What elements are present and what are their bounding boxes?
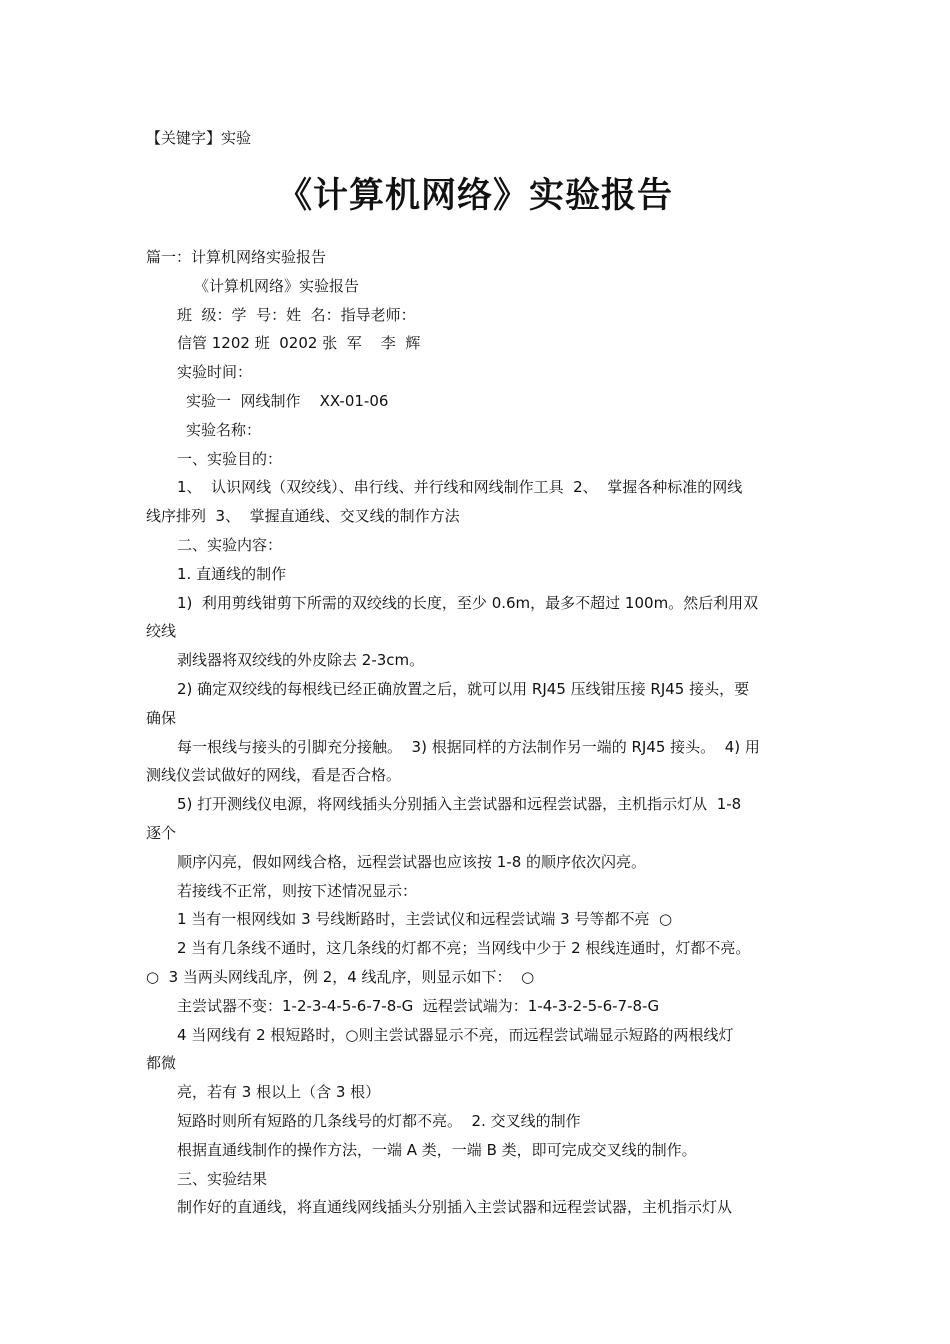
paragraph-line: 《计算机网络》实验报告	[194, 276, 360, 295]
paragraph-line: 每一根线与接头的引脚充分接触。 3) 根据同样的方法制作另一端的 RJ45 接头。 4) 用	[177, 737, 760, 756]
paragraph-line: 1 当有一根网线如 3 号线断路时，主尝试仪和远程尝试端 3 号等都不亮 ○	[177, 910, 673, 929]
paragraph-line: 2 当有几条线不通时，这几条线的灯都不亮；当网线中少于 2 根线连通时，灯都不亮。	[177, 939, 751, 958]
paragraph-line: 主尝试器不变：1-2-3-4-5-6-7-8-G 远程尝试端为：1-4-3-2-5-6-7-8-G	[177, 996, 660, 1015]
paragraph-line: 都微	[146, 1054, 177, 1073]
paragraph-line: 亮，若有 3 根以上（含 3 根）	[177, 1083, 381, 1102]
paragraph-line: 测线仪尝试做好的网线，看是否合格。	[146, 766, 402, 785]
paragraph-line: 顺序闪亮，假如网线合格，远程尝试器也应该按 1-8 的顺序依次闪亮。	[177, 852, 647, 871]
paragraph-line: 实验名称：	[186, 420, 262, 439]
paragraph-line: 1. 直通线的制作	[177, 564, 287, 583]
paragraph-line: 逐个	[146, 823, 177, 842]
paragraph-line: ○ 3 当两头网线乱序，例 2，4 线乱序，则显示如下： ○	[146, 967, 535, 986]
paragraph-line: 确保	[146, 708, 177, 727]
paragraph-line: 二、实验内容：	[177, 535, 283, 554]
paragraph-line: 剥线器将双绞线的外皮除去 2-3cm。	[177, 651, 425, 670]
paragraph-line: 5) 打开测线仪电源，将网线插头分别插入主尝试器和远程尝试器，主机指示灯从 1-8	[177, 795, 742, 814]
paragraph-line: 线序排列 3、 掌握直通线、交叉线的制作方法	[146, 507, 460, 526]
paragraph-line: 一、实验目的：	[177, 449, 283, 468]
paragraph-line: 短路时则所有短路的几条线号的灯都不亮。 2. 交叉线的制作	[177, 1111, 581, 1130]
paragraph-line: 信管 1202 班 0202 张 军 李 辉	[177, 334, 421, 353]
paragraph-line: 班 级：学 号：姓 名：指导老师：	[177, 305, 416, 324]
paragraph-line: 1) 利用剪线钳剪下所需的双绞线的长度，至少 0.6m，最多不超过 100m。然后利用双	[177, 593, 759, 612]
paragraph-line: 若接线不正常，则按下述情况显示：	[177, 881, 418, 900]
paragraph-line: 2) 确定双绞线的每根线已经正确放置之后，就可以用 RJ45 压线钳压接 RJ45 接头，要	[177, 679, 750, 698]
paragraph-line: 制作好的直通线，将直通线网线插头分别插入主尝试器和远程尝试器，主机指示灯从	[177, 1198, 733, 1217]
paragraph-line: 根据直通线制作的操作方法，一端 A 类，一端 B 类，即可完成交叉线的制作。	[177, 1140, 697, 1159]
document-body	[146, 243, 820, 1222]
paragraph-line: 实验一 网线制作 XX-01-06	[186, 391, 389, 410]
keyword-line: 【关键字】实验	[146, 129, 252, 147]
paragraph-line: 绞线	[146, 622, 177, 641]
document-title: 《计算机网络》实验报告	[276, 176, 673, 216]
paragraph-line: 实验时间：	[177, 363, 253, 382]
paragraph-line: 篇一：计算机网络实验报告	[146, 248, 327, 266]
paragraph-line: 1、 认识网线（双绞线）、串行线、并行线和网线制作工具 2、 掌握各种标准的网线	[177, 478, 743, 497]
paragraph-line: 三、实验结果	[177, 1169, 268, 1188]
paragraph-line: 4 当网线有 2 根短路时，○则主尝试器显示不亮，而远程尝试端显示短路的两根线灯	[177, 1025, 734, 1044]
